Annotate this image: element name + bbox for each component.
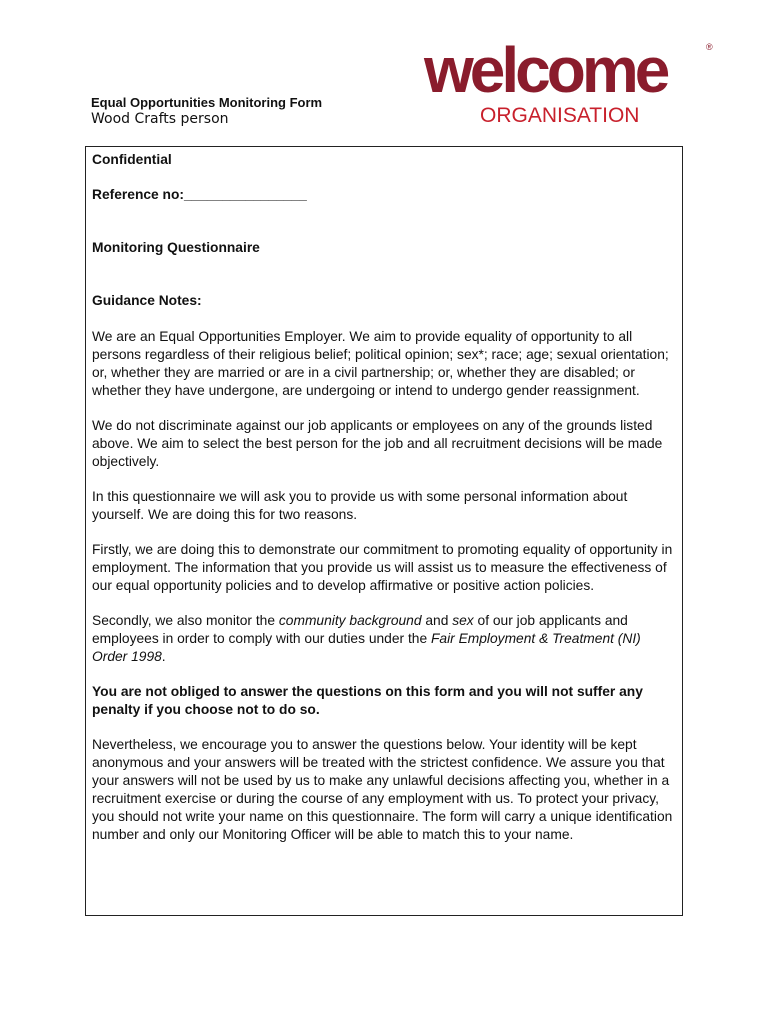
reference-number-field: Reference no:________________ xyxy=(92,187,307,202)
guidance-notes-heading: Guidance Notes: xyxy=(92,293,202,308)
para5-fair-employment-order: Fair Employment & Treatment (NI) Order 1998 xyxy=(92,631,641,664)
confidential-label: Confidential xyxy=(92,152,172,167)
paragraph-equal-opportunities: We are an Equal Opportunities Employer. We aim to provide equality of opportunity to all persons regardless of their religious belief; political opinion; sex*; race; age; sexual orientation; or, whether they are married or are in a civil partnership; or, whether they are disabled; or whether they have undergone, are undergoing or intend to undergo gender reassignment. xyxy=(92,329,669,398)
paragraph-firstly: Firstly, we are doing this to demonstrate our commitment to promoting equality of opportunity in employment. The information that you provide us will assist us to measure the effectiveness of our equal opportunity policies and to develop affirmative or positive action policies. xyxy=(92,542,673,593)
form-title: Equal Opportunities Monitoring Form xyxy=(91,95,323,110)
logo-subtitle: ORGANISATION xyxy=(480,104,640,127)
paragraph-questionnaire-purpose: In this questionnaire we will ask you to provide us with some personal information about yourself. We are doing this for two reasons. xyxy=(92,489,628,522)
paragraph-secondly xyxy=(92,612,676,666)
paragraph-nevertheless: Nevertheless, we encourage you to answer the questions below. Your identity will be kept anonymous and your answers will be treated with the strictest confidence. We assure you that your answers will not be used by us to make any unlawful decisions affecting you, whether in a recruitment exercise or during the course of any employment with us. To protect your privacy, you should not write your name on this questionnaire. The form will carry a unique identification number and only our Monitoring Officer will be able to match this to your name. xyxy=(92,737,673,842)
form-subtitle: Wood Crafts person xyxy=(91,111,229,127)
para5-text-4: . xyxy=(161,649,166,664)
logo-wordmark: welcome xyxy=(424,34,667,106)
paragraph-not-obliged: You are not obliged to answer the questions on this form and you will not suffer any penalty if you choose not to do so. xyxy=(92,684,643,717)
para5-sex: sex xyxy=(452,613,474,628)
logo-graphic xyxy=(422,30,718,130)
para5-text-1: Secondly, we also monitor the xyxy=(92,613,279,628)
welcome-organisation-logo xyxy=(422,30,718,130)
para5-text-2: and xyxy=(421,613,453,628)
monitoring-questionnaire-heading: Monitoring Questionnaire xyxy=(92,240,260,255)
paragraph-no-discrimination: We do not discriminate against our job applicants or employees on any of the grounds listed above. We aim to select the best person for the job and all recruitment decisions will be made objectively. xyxy=(92,418,663,469)
para5-text-3: of our job applicants and employees in order to comply with our duties under the xyxy=(92,613,628,646)
registered-mark: ® xyxy=(706,42,713,52)
guidance-box xyxy=(85,146,683,916)
para5-community-background: community background xyxy=(278,613,422,628)
